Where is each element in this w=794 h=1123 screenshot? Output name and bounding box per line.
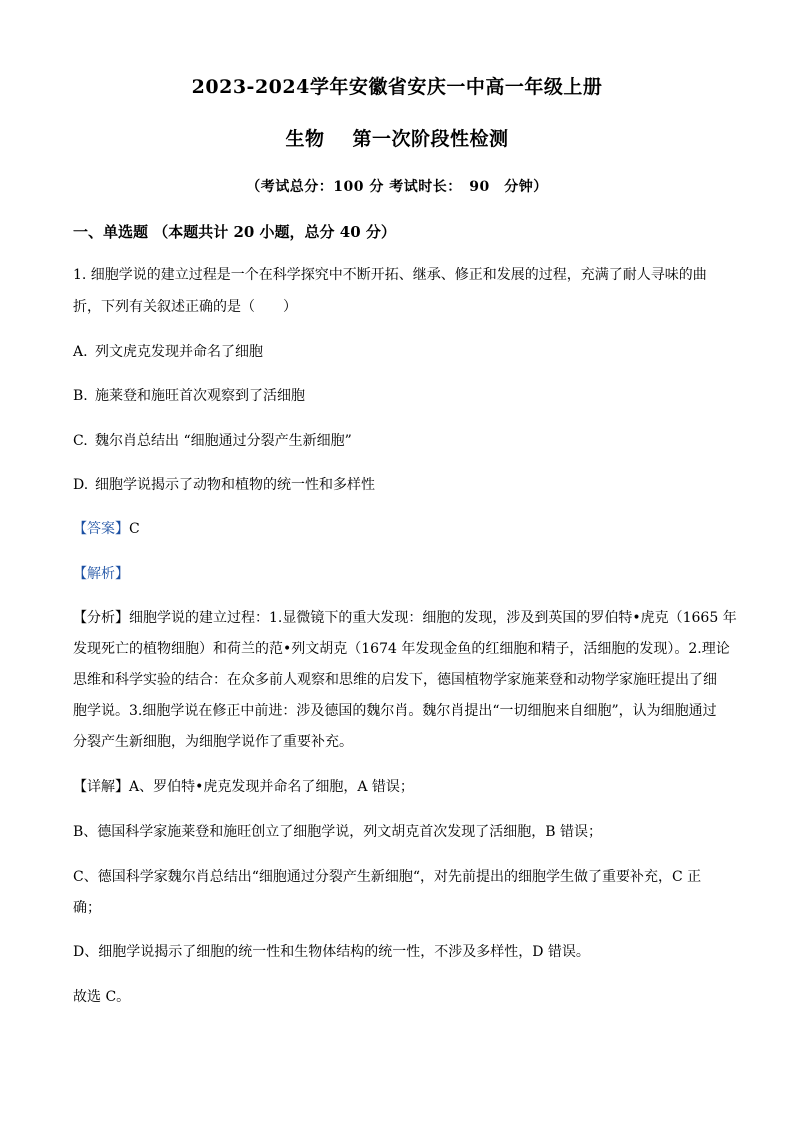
document-title: 2023-2024学年安徽省安庆一中高一年级上册: [191, 76, 603, 98]
option-a-text: 列文虎克发现并命名了细胞: [95, 344, 263, 360]
option-d-text: 细胞学说揭示了动物和植物的统一性和多样性: [95, 477, 375, 493]
analysis-tag: 【解析】: [73, 566, 129, 582]
fenxi-line-3: 思维和科学实验的结合：在众多前人观察和思维的启发下，德国植物学家施莱登和动物学家施旺提出了细: [73, 672, 717, 688]
option-a-letter: A.: [73, 344, 88, 360]
fenxi-tag: 【分析】: [73, 610, 129, 626]
option-a: [73, 340, 723, 364]
option-b: [73, 384, 723, 408]
option-c-text: 魏尔肖总结出 “细胞通过分裂产生新细胞”: [95, 433, 352, 449]
xiangjie-tag: 【详解】: [73, 779, 129, 795]
answer-line: [73, 517, 723, 541]
xiangjie-b-line: B、德国科学家施莱登和施旺创立了细胞学说，列文胡克首次发现了活细胞，B 错误；: [73, 824, 603, 840]
question-stem-line-2: 折，下列有关叙述正确的是（ ）: [73, 299, 297, 315]
exam-subtitle: [0, 124, 794, 151]
option-d: [73, 473, 723, 497]
answer-tag: 【答案】: [73, 521, 129, 537]
xiangjie-a-line: [73, 775, 723, 799]
exam-name: 第一次阶段性检测: [352, 128, 509, 150]
subject-label: 生物: [285, 128, 325, 150]
question-stem-line-1: 1. 细胞学说的建立过程是一个在科学探究中不断开拓、继承、修正和发展的过程，充满了耐人寻味的曲: [73, 267, 707, 283]
option-c-letter: C.: [73, 433, 88, 449]
fenxi-line-5: 分裂产生新细胞，为细胞学说作了重要补充。: [73, 734, 353, 750]
section-heading: 一、单选题 （本题共计 20 小题，总分 40 分）: [73, 223, 396, 241]
exam-info: （考试总分：100 分 考试时长： 90 分钟）: [246, 179, 548, 195]
xiangjie-c-line-1: C、德国科学家魏尔肖总结出“细胞通过分裂产生新细胞“，对先前提出的细胞学生做了重要补充，C 正: [73, 869, 702, 885]
fenxi-line-1: [73, 606, 737, 630]
option-b-text: 施莱登和施旺首次观察到了活细胞: [95, 388, 305, 404]
analysis-line: [73, 562, 723, 586]
answer-value: C: [129, 521, 140, 537]
fenxi-line-4: 胞学说。3.细胞学说在修正中前进：涉及德国的魏尔肖。魏尔肖提出“一切细胞来自细胞”，认为细胞通过: [73, 703, 717, 719]
option-d-letter: D.: [73, 477, 89, 493]
option-b-letter: B.: [73, 388, 88, 404]
conclusion-line: 故选 C。: [73, 989, 131, 1005]
option-c: [73, 429, 723, 453]
fenxi-text-1: 细胞学说的建立过程：1.显微镜下的重大发现：细胞的发现，涉及到英国的罗伯特•虎克（1665 年: [129, 610, 737, 626]
xiangjie-a-text: A、罗伯特•虎克发现并命名了细胞，A 错误；: [129, 779, 414, 795]
xiangjie-d-line: D、细胞学说揭示了细胞的统一性和生物体结构的统一性，不涉及多样性，D 错误。: [73, 944, 590, 960]
xiangjie-c-line-2: 确；: [73, 900, 101, 916]
fenxi-line-2: 发现死亡的植物细胞）和荷兰的范•列文胡克（1674 年发现金鱼的红细胞和精子，活细胞的发现）。2.理论: [73, 641, 730, 657]
